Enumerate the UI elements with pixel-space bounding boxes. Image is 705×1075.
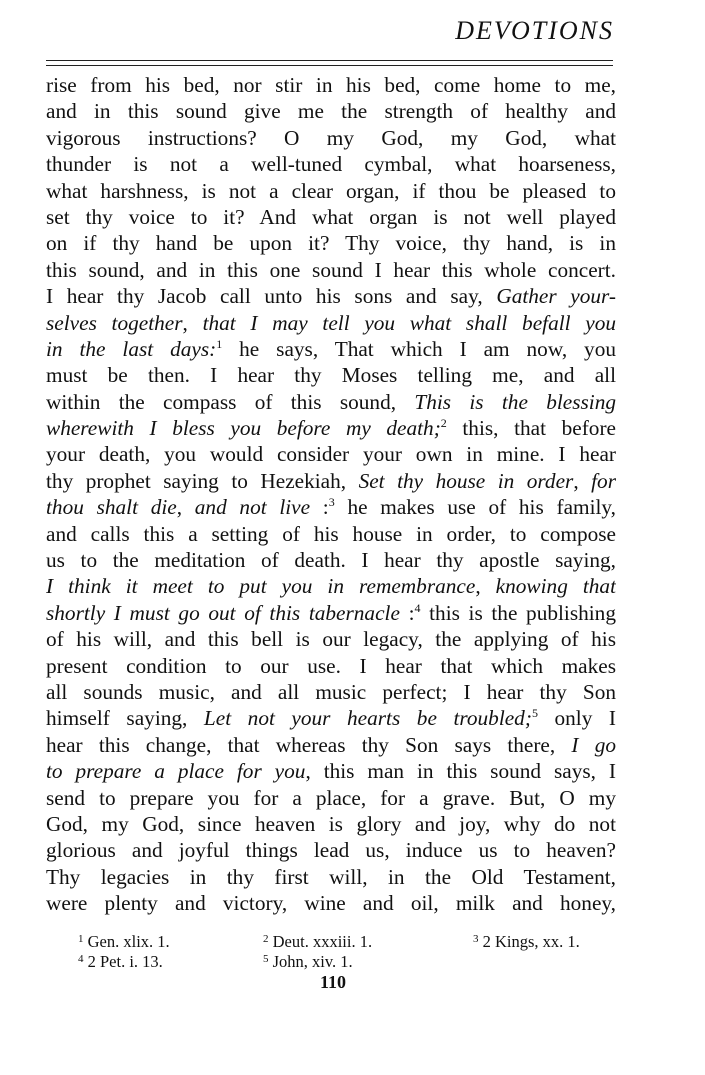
header-rule-top xyxy=(46,60,613,61)
footnote-ref: 4 xyxy=(414,600,421,615)
text-segment: that I may tell you what shall befall you xyxy=(202,310,616,335)
text-segment: within the compass of this sound, xyxy=(46,389,415,414)
text-line xyxy=(46,811,616,837)
text-line xyxy=(46,336,616,362)
text-line xyxy=(46,837,616,863)
text-segment: thunder is not a well-tuned cymbal, what hoarseness, xyxy=(46,152,616,177)
footnote-row xyxy=(78,952,618,972)
text-segment: Set thy house in order xyxy=(358,468,574,493)
text-segment: I think it meet to put you in remembrance xyxy=(46,574,476,599)
text-segment: , xyxy=(176,495,195,520)
footnote-ref: 1 xyxy=(216,336,223,351)
text-segment: , xyxy=(573,468,592,493)
text-segment: , this man in this sound says, I xyxy=(305,759,616,784)
text-segment: Let not your hearts be troubled; xyxy=(203,706,532,731)
text-segment: I go xyxy=(571,732,616,757)
text-line xyxy=(46,125,616,151)
text-segment: in the last days: xyxy=(46,336,217,361)
text-segment: he says, That which I am now, you xyxy=(222,336,616,361)
text-segment: what harshness, is not a clear organ, if thou be pleased to xyxy=(46,178,616,203)
text-line xyxy=(46,521,616,547)
text-line xyxy=(46,204,616,230)
text-segment: vigorous instructions? O my God, my God, what xyxy=(46,125,616,150)
text-segment: I hear thy Jacob call unto his sons and say, xyxy=(46,284,497,309)
text-segment: God, my God, since heaven is glory and joy, why do not xyxy=(46,811,616,836)
text-segment: himself saying, xyxy=(46,706,204,731)
footnote-ref: 3 xyxy=(328,495,335,510)
text-line xyxy=(46,151,616,177)
text-line xyxy=(46,600,616,626)
text-segment: to prepare a place for you xyxy=(46,759,306,784)
text-line xyxy=(46,72,616,98)
text-segment: this sound, and in this one sound I hear this whole concert. xyxy=(46,257,616,282)
text-segment: and not live xyxy=(194,495,311,520)
text-segment: thou shalt die xyxy=(46,495,177,520)
footnote-ref: 2 xyxy=(440,416,447,431)
text-segment: shortly I must go out of this tabernacle xyxy=(46,600,400,625)
footnotes xyxy=(78,932,618,972)
text-line xyxy=(46,758,616,784)
text-segment: send to prepare you for a place, for a grave. But, O my xyxy=(46,785,616,810)
footnote: $^4$ 2 Pet. i. 13. xyxy=(78,952,163,971)
footnote: $^1$ Gen. xlix. 1. xyxy=(78,932,170,951)
text-line xyxy=(46,573,616,599)
text-line xyxy=(46,257,616,283)
text-segment: present condition to our use. I hear that which makes xyxy=(46,653,616,678)
text-line xyxy=(46,362,616,388)
text-segment: , xyxy=(475,574,496,599)
text-line xyxy=(46,389,616,415)
text-segment: and calls this a setting of his house in order, to compose xyxy=(46,521,616,546)
text-segment: were plenty and victory, wine and oil, milk and honey, xyxy=(46,891,616,916)
text-line xyxy=(46,230,616,256)
running-head-title: DEVOTIONS xyxy=(455,16,614,45)
text-segment: : xyxy=(310,495,329,520)
page-number: 110 xyxy=(320,972,347,992)
text-segment: thy prophet saying to Hezekiah, xyxy=(46,468,359,493)
text-segment: this is the publishing xyxy=(420,600,616,625)
footnote: $^5$ John, xiv. 1. xyxy=(263,952,353,971)
footnote-ref: 5 xyxy=(531,706,538,721)
text-segment: , xyxy=(182,310,203,335)
text-line xyxy=(46,415,616,441)
text-line xyxy=(46,626,616,652)
text-line xyxy=(46,653,616,679)
text-segment: Gather your- xyxy=(496,284,616,309)
text-segment: this, that before xyxy=(446,416,616,441)
header-rule-bottom xyxy=(46,65,613,66)
footnote: $^3$ 2 Kings, xx. 1. xyxy=(473,932,580,951)
text-segment: This is the blessing xyxy=(414,389,616,414)
text-line xyxy=(46,441,616,467)
text-segment: hear this change, that whereas thy Son says there, xyxy=(46,732,572,757)
text-line xyxy=(46,864,616,890)
text-segment: he makes use of his family, xyxy=(334,495,616,520)
text-line xyxy=(46,310,616,336)
text-segment: rise from his bed, nor stir in his bed, come home to me, xyxy=(46,73,616,97)
text-segment: for xyxy=(591,468,616,493)
text-segment: must be then. I hear thy Moses telling me, and all xyxy=(46,363,616,388)
text-line xyxy=(46,283,616,309)
footnote: $^2$ Deut. xxxiii. 1. xyxy=(263,932,373,951)
footnote-row xyxy=(78,932,618,952)
text-segment: your death, you would consider your own in mine. I hear xyxy=(46,442,616,467)
text-segment: knowing that xyxy=(495,574,616,599)
text-line xyxy=(46,732,616,758)
text-line xyxy=(46,705,616,731)
text-segment: of his will, and this bell is our legacy, the applying of his xyxy=(46,627,616,652)
text-segment: only I xyxy=(537,706,616,731)
text-segment: selves together xyxy=(46,310,183,335)
text-line xyxy=(46,547,616,573)
text-line xyxy=(46,98,616,124)
text-segment: set thy voice to it? And what organ is not well played xyxy=(46,204,616,229)
text-segment: and in this sound give me the strength of healthy and xyxy=(46,99,616,124)
text-line xyxy=(46,785,616,811)
body-text xyxy=(46,72,616,917)
text-segment: wherewith I bless you before my death; xyxy=(46,416,441,441)
text-line xyxy=(46,494,616,520)
text-line xyxy=(46,468,616,494)
text-segment: all sounds music, and all music perfect; I hear thy Son xyxy=(46,679,616,704)
text-line xyxy=(46,679,616,705)
text-segment: us to the meditation of death. I hear thy apostle saying, xyxy=(46,548,616,573)
text-segment: : xyxy=(399,600,415,625)
text-line xyxy=(46,890,616,916)
text-segment: on if thy hand be upon it? Thy voice, thy hand, is in xyxy=(46,231,616,256)
text-segment: Thy legacies in thy first will, in the Old Testament, xyxy=(46,864,616,889)
text-line xyxy=(46,178,616,204)
text-segment: glorious and joyful things lead us, induce us to heaven? xyxy=(46,838,616,863)
